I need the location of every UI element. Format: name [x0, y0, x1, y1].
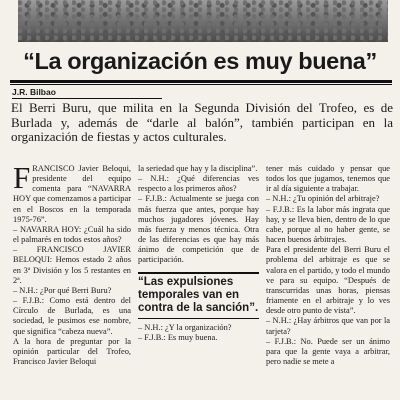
paragraph: – FRANCISCO JAVIER BELOQUI: Hemos estado 2 años en 3ª División y los 5 restantes en 2ª. [13, 245, 131, 285]
paragraph: – F.J.B.: Actualmente se juega con más fuerza que antes, porque hay muchos jugadores jóvenes. Hay más fuerza y menos técnica. Otra de las diferencias es que hay más ánimo de competición que de participación. [138, 194, 259, 265]
lead-paragraph: El Berri Buru, que milita en la Segunda División del Trofeo, es de Burlada y, además de “darle al balón”, también participan en la organización de fiestas y actos culturales. [11, 100, 393, 144]
paragraph: – N.H.: ¿Hay árbitros que van por la tarjeta? [266, 316, 390, 336]
paragraph: – N.H.: ¿Qué diferencias ves respecto a los primeros años? [138, 174, 259, 194]
paragraph: – N.H.: ¿Tu opinión del arbitraje? [266, 194, 380, 204]
paragraph: RANCISCO Javier Beloqui, presidente del equipo comenta para “NAVARRA HOY que comenzamos a participar en el Boscos en la temporada 1975-76”. [13, 164, 131, 224]
paragraph: – N.H.: ¿Por qué Berri Buru? [13, 285, 112, 295]
paragraph: – NAVARRA HOY: ¿Cuál ha sido el palmarés en todos estos años? [13, 224, 131, 245]
drop-cap: F [13, 160, 31, 195]
column-1 [13, 160, 131, 367]
column-1-first-paragraph [13, 160, 131, 225]
paragraph: Para el presidente del Berri Buru el problema del arbitraje es que se valora en el partido, y todo el mundo ve para su equipo. “Después de transcurridas unas horas, piensas friamente en el arbitraje y lo ves desde otro punto de vista”. [266, 245, 390, 316]
byline: J.R. Bilbao [12, 87, 162, 99]
paragraph: – F.J.B.: No. Puede ser un ánimo para que la gente vaya a arbitrar, pero nadie se mete a [266, 336, 390, 366]
column-3 [266, 164, 390, 367]
paragraph: la seriedad que hay y la disciplina”. [138, 164, 258, 173]
header-photo [18, 0, 388, 42]
headline-rule-thin [10, 84, 392, 85]
pull-quote: “Las expulsiones temporales van en contra de la sanción”. [138, 272, 259, 319]
paragraph: – F.J.B.: Como está dentro del Círculo de Burlada, es una sociedad, le pusimos ese nombre, que significa “cabeza nueva”. [13, 296, 131, 336]
paragraph: – F.J.B.: Es la labor más ingrata que hay, y se lleva bien, dentro de lo que cabe, porque al no haber gente, se hacen buenos árbitrajes. [266, 204, 390, 245]
paragraph: – F.J.B.: Es muy buena. [138, 332, 218, 342]
headline: “La organización es muy buena” [23, 48, 377, 74]
paragraph: tener más cuidado y pensar que todos los que jugamos, tenemos que ir al día siguiente a trabajar. [266, 164, 390, 194]
column-2 [138, 164, 259, 343]
headline-rule [10, 80, 392, 83]
paragraph: A la hora de preguntar por la opinión particular del Trofeo, Francisco Javier Beloqui [13, 336, 131, 366]
paragraph: – N.H.: ¿Y la organización? [138, 322, 232, 332]
